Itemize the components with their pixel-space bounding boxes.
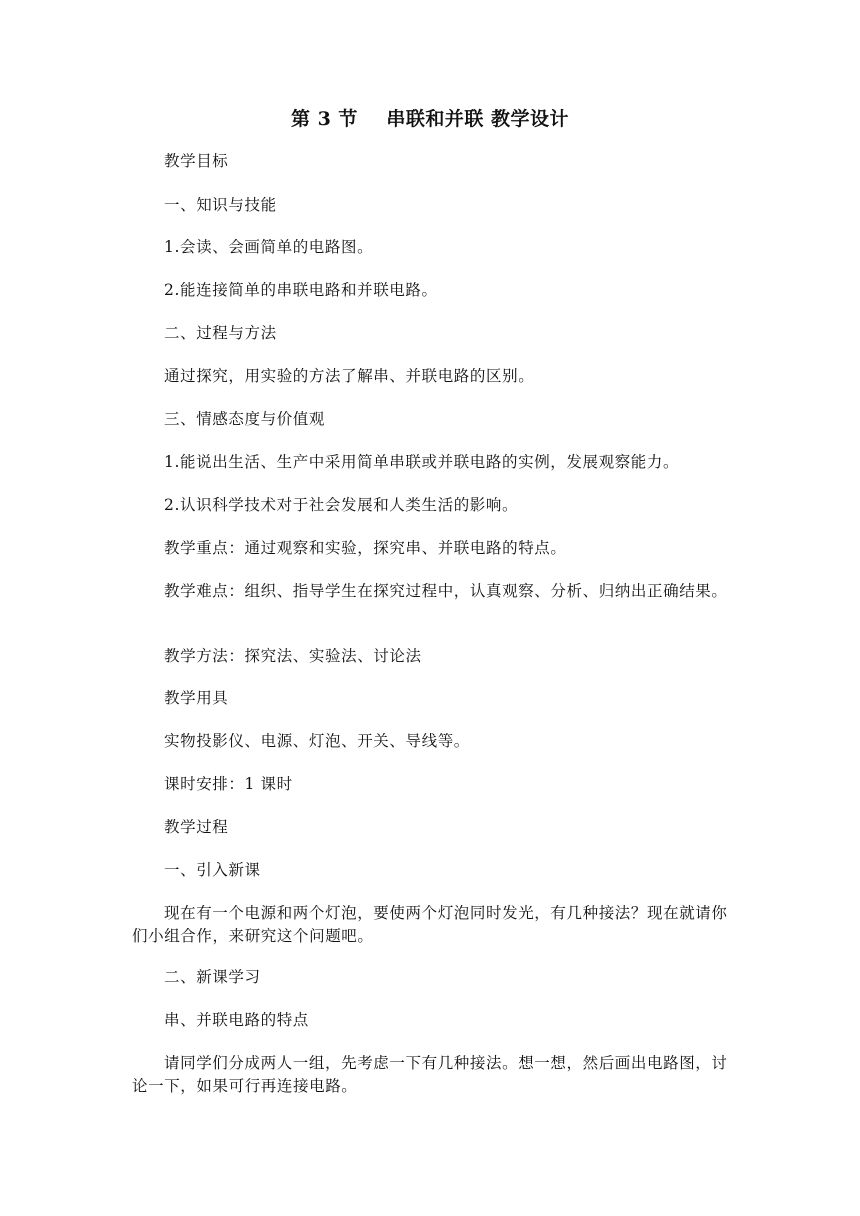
paragraph-item-connect: 2.能连接简单的串联电路和并联电路。 [164, 281, 438, 299]
paragraph-key-points: 教学重点：通过观察和实验，探究串、并联电路的特点。 [164, 539, 567, 557]
paragraph-intro-text: 现在有一个电源和两个灯泡，要使两个灯泡同时发光，有几种接法？现在就请你们小组合作，来研究这个问题吧。 [132, 904, 728, 945]
paragraph-methods: 教学方法：探究法、实验法、讨论法 [164, 647, 422, 665]
document-title: 第 3 节 串联和并联 教学设计 [290, 108, 570, 130]
paragraph-process-methods: 二、过程与方法 [164, 324, 277, 342]
paragraph-tools: 实物投影仪、电源、灯泡、开关、导线等。 [164, 732, 470, 750]
paragraph-item-read-draw: 1.会读、会画简单的电路图。 [164, 238, 374, 256]
paragraph-intro-heading: 一、引入新课 [164, 861, 261, 879]
paragraph-teaching-objectives: 教学目标 [164, 152, 229, 170]
paragraph-item-science: 2.认识科学技术对于社会发展和人类生活的影响。 [164, 496, 519, 514]
paragraph-schedule: 课时安排：1 课时 [164, 775, 293, 793]
paragraph-new-lesson-heading: 二、新课学习 [164, 968, 261, 986]
paragraph-group-work: 请同学们分成两人一组，先考虑一下有几种接法。想一想，然后画出电路图，讨论一下，如果可行再连接电路。 [132, 1054, 728, 1095]
paragraph-item-examples: 1.能说出生活、生产中采用简单串联或并联电路的实例，发展观察能力。 [164, 453, 680, 471]
paragraph-circuit-features: 串、并联电路的特点 [164, 1011, 309, 1029]
paragraph-tools-heading: 教学用具 [164, 689, 229, 707]
paragraph-attitudes: 三、情感态度与价值观 [164, 410, 326, 428]
paragraph-process-heading: 教学过程 [164, 818, 229, 836]
paragraph-explore: 通过探究，用实验的方法了解串、并联电路的区别。 [164, 367, 535, 385]
paragraph-difficulties: 教学难点：组织、指导学生在探究过程中，认真观察、分析、归纳出正确结果。 [164, 582, 728, 600]
paragraph-knowledge-skills: 一、知识与技能 [164, 196, 277, 214]
